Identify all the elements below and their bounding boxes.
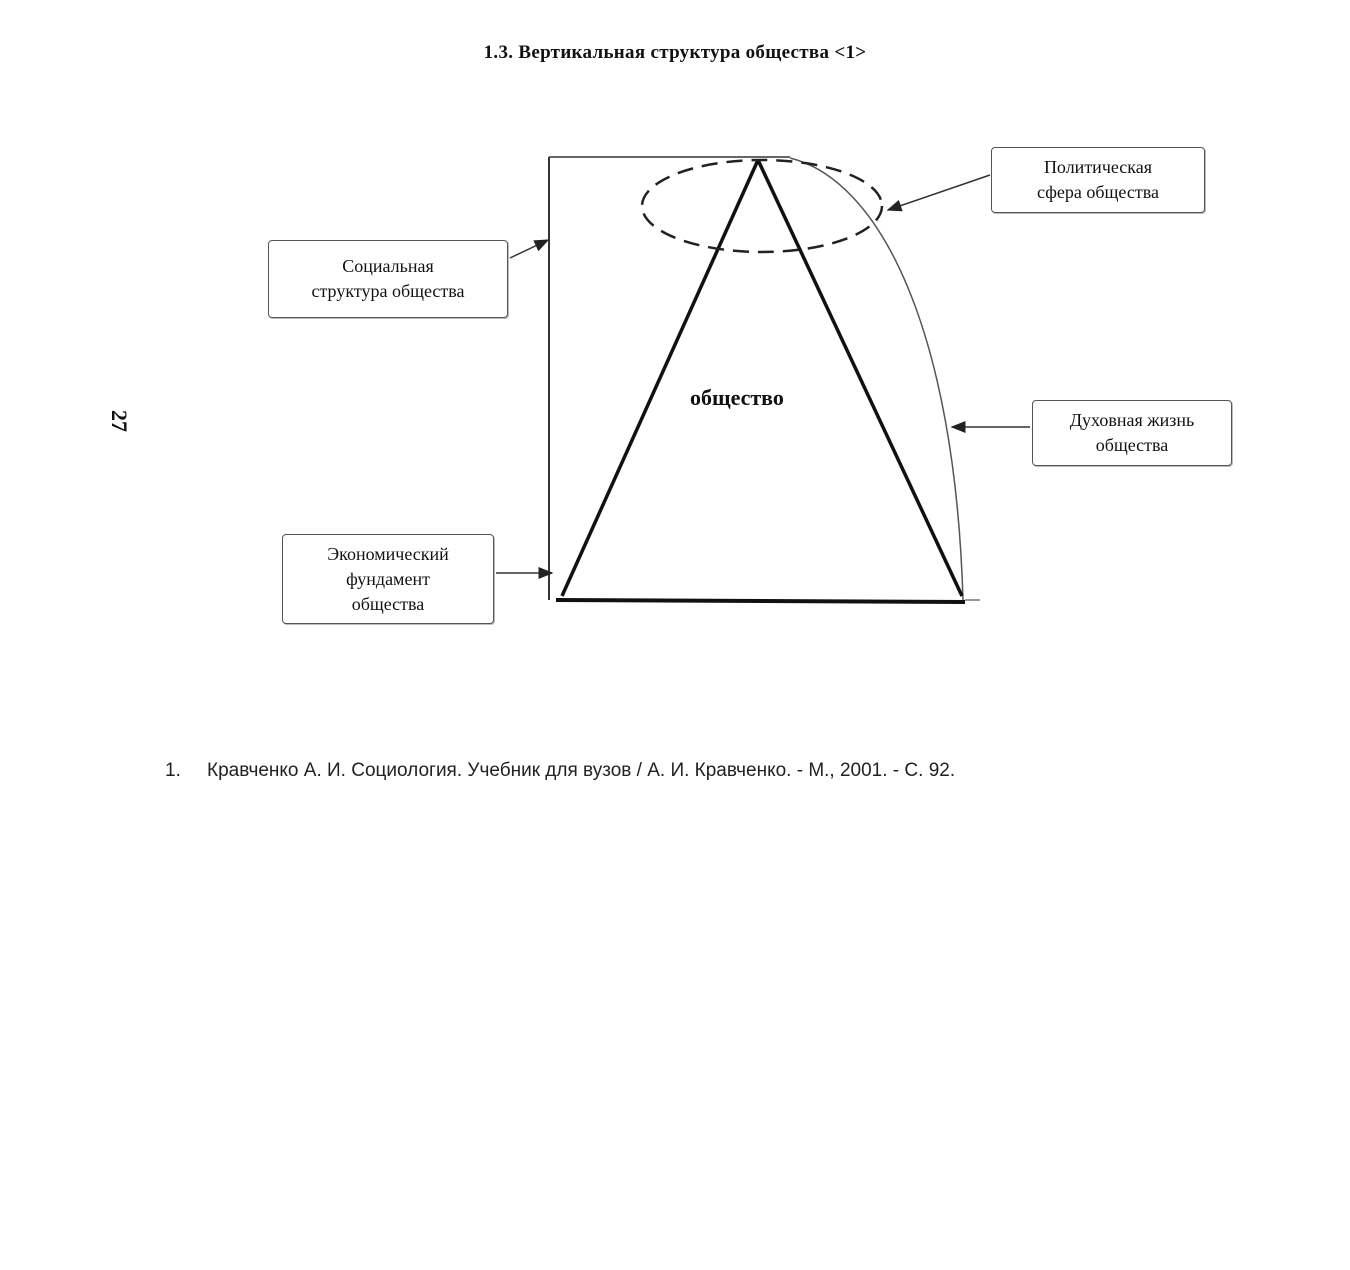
political-arrow bbox=[888, 175, 990, 210]
social-structure-line-1: Социальная bbox=[342, 256, 434, 276]
political-sphere-line-2: сфера общества bbox=[1037, 182, 1159, 202]
political-ellipse bbox=[642, 160, 882, 252]
political-sphere-line-1: Политическая bbox=[1043, 157, 1153, 177]
spiritual-curve bbox=[790, 158, 963, 600]
page-number: 27 bbox=[107, 410, 132, 432]
economic-foundation-line-1: Экономический bbox=[327, 543, 449, 564]
footnote-number: 1. bbox=[165, 760, 181, 781]
spiritual-life-line-2: общества bbox=[1095, 435, 1169, 455]
spiritual-life-line-1: Духовная жизнь bbox=[1069, 410, 1195, 430]
political-sphere-box bbox=[991, 147, 1205, 213]
triangle-base bbox=[556, 600, 965, 602]
social-arrow bbox=[510, 240, 548, 258]
spiritual-life-box bbox=[1032, 400, 1232, 466]
social-structure-box bbox=[268, 240, 508, 318]
economic-foundation-line-2: фундамент bbox=[346, 568, 430, 589]
footnote bbox=[165, 760, 955, 782]
economic-foundation-box bbox=[282, 534, 494, 624]
social-structure-line-2: структура общества bbox=[311, 281, 465, 301]
society-label: общество bbox=[690, 385, 784, 410]
triangle-left-side bbox=[562, 160, 758, 596]
economic-foundation-line-3: общества bbox=[351, 593, 425, 614]
footnote-text: Кравченко А. И. Социология. Учебник для вузов / А. И. Кравченко. - М., 2001. - С. 92. bbox=[207, 760, 956, 781]
page-title: 1.3. Вертикальная структура общества <1> bbox=[483, 42, 867, 63]
triangle-right-side bbox=[758, 160, 962, 596]
